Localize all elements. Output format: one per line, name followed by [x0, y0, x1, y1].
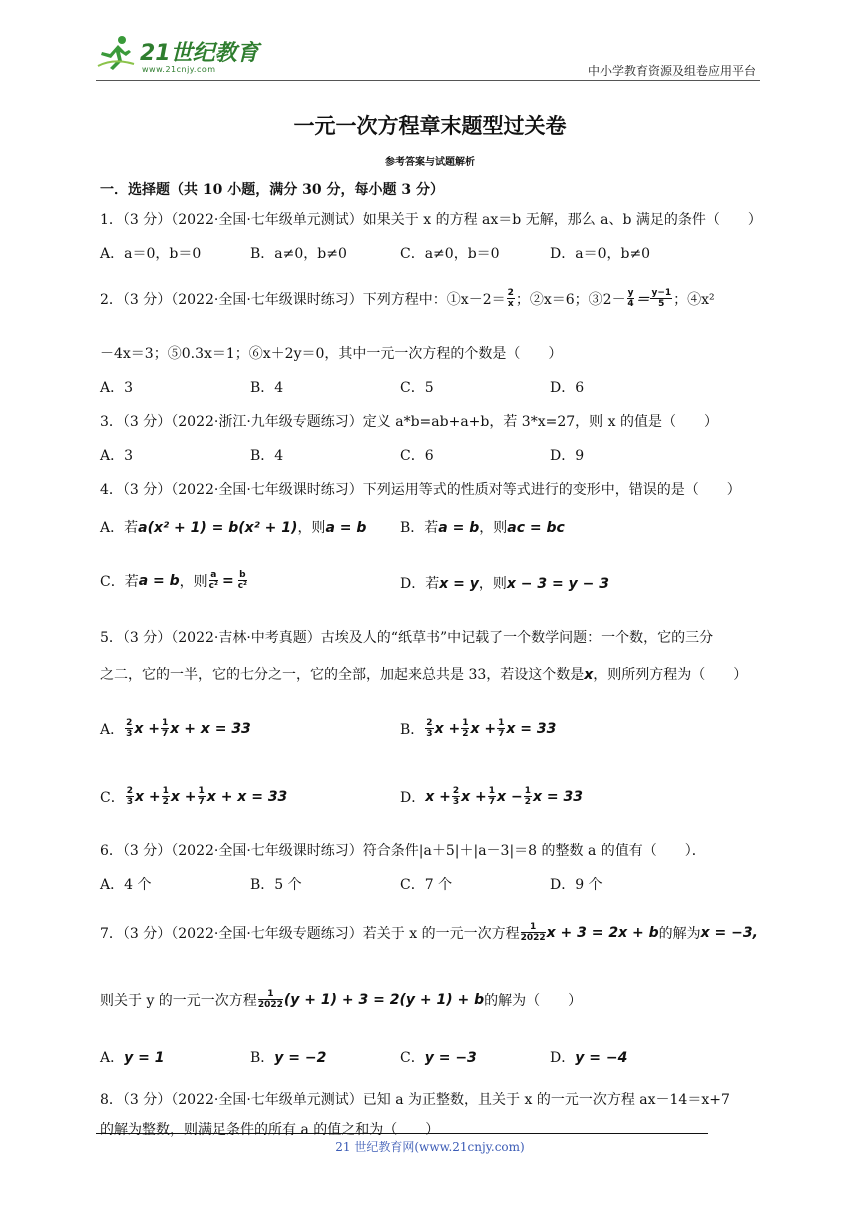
q2-stem-b: ；②x＝6；③2－ [515, 291, 626, 308]
q2-line2: －4x＝3；⑤0.3x＝1；⑥x＋2y＝0，其中一元一次方程的个数是（ ） [100, 346, 563, 362]
q2-frac1 [507, 288, 515, 309]
q6-option-b: B．5 个 [250, 877, 302, 893]
q4-c-pre: C．若 [100, 573, 139, 590]
q6-stem: 6．（3 分）（2022·全国·七年级课时练习）符合条件|a＋5|＋|a－3|＝8 的整数 a 的值有（ ）． [100, 843, 706, 859]
q5-b-term1: x + [434, 720, 461, 737]
q5-d-frac2-den: 7 [488, 797, 496, 807]
q7-b-label: B． [250, 1050, 275, 1066]
q2-frac3-num: y−1 [651, 288, 672, 298]
q7-frac1 [521, 922, 546, 943]
q5-d-term0: x + [425, 788, 451, 805]
q4-option-d [400, 573, 609, 593]
q2-frac3 [650, 288, 672, 309]
q4-option-b [400, 517, 565, 537]
q4-b-math2: ac = bc [507, 520, 565, 536]
platform-name: 中小学教育资源及组卷应用平台 [587, 64, 756, 78]
q4-c-frac2-den: c² [237, 581, 247, 591]
q3-option-d: D．9 [550, 448, 585, 464]
q3-stem: 3．（3 分）（2022·浙江·九年级专题练习）定义 a*b=ab+a+b，若 3*x=27，则 x 的值是（ ） [100, 414, 718, 430]
q5-d-frac2-num: 1 [488, 786, 496, 796]
q5-a-frac1-den: 3 [126, 729, 133, 739]
q5-a-frac2 [161, 718, 169, 739]
q5-c-term1: x + [134, 788, 161, 805]
q5-b-label: B． [400, 721, 425, 738]
q2-option-c: C．5 [400, 380, 434, 396]
q5-b-term2: x + [470, 720, 497, 737]
q7-frac1-den: 2022 [520, 933, 546, 943]
q5-option-a [100, 718, 251, 739]
footer-text: 21 世纪教育网(www.21cnjy.com) [335, 1140, 525, 1154]
q2-option-d: D．6 [550, 380, 585, 396]
q4-d-mid: ，则 [478, 576, 507, 592]
q5-line2 [100, 664, 747, 684]
q1-option-a: A．a＝0，b＝0 [100, 246, 202, 262]
q5-option-c [100, 786, 287, 807]
q5-d-frac1 [452, 786, 460, 807]
q5-b-frac3-den: 7 [498, 729, 505, 739]
q5-a-frac2-num: 1 [162, 718, 169, 728]
q5-c-frac1-num: 2 [126, 786, 133, 796]
q5-b-frac3-num: 1 [498, 718, 505, 728]
q5-c-frac2 [162, 786, 170, 807]
q5-a-term1: x + [134, 720, 161, 737]
q1-option-b: B．a≠0，b≠0 [250, 246, 347, 262]
q5-d-frac1-num: 2 [452, 786, 460, 796]
q7-option-b [250, 1047, 326, 1067]
q4-c-mid: ，则 [179, 573, 208, 590]
q1-option-d: D．a＝0，b≠0 [550, 246, 651, 262]
q4-c-frac1 [209, 570, 218, 591]
q4-a-math2: a = b [325, 520, 367, 536]
q4-option-c [100, 570, 248, 591]
q7-line1-math: x + 3 = 2x + b [546, 924, 659, 941]
q2-line1 [100, 288, 715, 309]
q8-line1: 8．（3 分）（2022·全国·七年级单元测试）已知 a 为正整数，且关于 x 的一元一次方程 ax－14＝x+7 [100, 1092, 730, 1108]
q4-option-a [100, 517, 366, 537]
q5-d-frac3-den: 2 [524, 797, 531, 807]
q2-frac1-den: x [507, 299, 514, 309]
q7-line2-b: 的解为（ ） [484, 992, 583, 1009]
q6-option-c: C．7 个 [400, 877, 453, 893]
q5-a-frac1 [125, 718, 133, 739]
q2-stem-a: 2．（3 分）（2022·全国·七年级课时练习）下列方程中：①x－2＝ [100, 291, 506, 308]
q5-c-frac3 [198, 786, 206, 807]
q4-c-frac2-num: b [239, 570, 246, 580]
q2-option-b: B．4 [250, 380, 284, 396]
q4-d-pre: D．若 [400, 576, 440, 592]
q4-d-math2: x − 3 = y − 3 [506, 576, 609, 592]
q5-b-frac2-den: 2 [462, 729, 469, 739]
q5-d-frac3 [524, 786, 532, 807]
q5-b-frac1-den: 3 [426, 729, 433, 739]
q5-b-frac3 [497, 718, 505, 739]
q4-d-math1: x = y [439, 576, 479, 592]
q5-a-frac2-den: 7 [162, 729, 169, 739]
q5-c-frac1 [126, 786, 134, 807]
q7-option-c [400, 1047, 477, 1067]
q7-c-math: y = −3 [424, 1050, 477, 1066]
q5-line2-b: ，则所列方程为（ ） [593, 667, 748, 683]
q5-option-b [400, 718, 556, 739]
q7-line1-math2: x = −3, [700, 924, 758, 941]
q4-c-math1: a = b [138, 572, 180, 589]
q5-option-d [400, 786, 583, 807]
q7-a-label: A． [100, 1050, 125, 1066]
q5-line2-a: 之二，它的一半，它的七分之一，它的全部，加起来总共是 33，若设这个数是 [100, 667, 585, 683]
q2-eq: ＝ [635, 291, 650, 308]
q5-c-rest: x + x = 33 [206, 788, 288, 805]
q7-frac2-num: 1 [258, 989, 283, 1000]
q5-c-frac2-num: 1 [162, 786, 169, 796]
q7-line2-math: (y + 1) + 3 = 2(y + 1) + b [283, 991, 485, 1008]
q7-a-math: y = 1 [124, 1050, 165, 1066]
footer-divider [96, 1133, 708, 1134]
q7-line2-a: 则关于 y 的一元一次方程 [100, 992, 257, 1009]
q7-option-a [100, 1047, 164, 1067]
q7-d-math: y = −4 [575, 1050, 628, 1066]
q5-a-label: A． [100, 721, 125, 738]
q5-c-frac3-num: 1 [198, 786, 205, 796]
q4-b-mid: ，则 [479, 520, 508, 536]
q1-stem: 1．（3 分）（2022·全国·七年级单元测试）如果关于 x 的方程 ax＝b 无解，那么 a、b 满足的条件（ ） [100, 212, 762, 228]
q7-line2 [100, 989, 582, 1010]
q2-frac2-num: y [627, 288, 634, 298]
logo [96, 34, 259, 78]
q7-frac1-num: 1 [521, 922, 546, 933]
header-divider [96, 80, 760, 81]
q2-frac1-num: 2 [507, 288, 514, 298]
q5-c-frac2-den: 2 [162, 797, 169, 807]
page-subtitle: 参考答案与试题解析 [385, 157, 475, 168]
q4-c-eq: = [221, 572, 234, 589]
q5-d-frac1-den: 3 [452, 797, 460, 807]
q5-b-frac2 [461, 718, 469, 739]
q6-option-a: A．4 个 [100, 877, 152, 893]
q2-option-a: A．3 [100, 380, 134, 396]
q5-b-frac2-num: 1 [462, 718, 469, 728]
q5-line1: 5．（3 分）（2022·吉林·中考真题）古埃及人的“纸草书”中记载了一个数学问题：一个数，它的三分 [100, 630, 714, 646]
q5-c-frac1-den: 3 [126, 797, 133, 807]
runner-logo-icon [96, 34, 136, 74]
q4-b-pre: B．若 [400, 520, 439, 536]
q5-line2-var: x [584, 667, 594, 683]
q2-frac2-den: 4 [627, 299, 634, 309]
q4-a-math1: a(x² + 1) = b(x² + 1) [138, 520, 298, 536]
q6-option-d: D．9 个 [550, 877, 603, 893]
q2-frac2 [627, 288, 635, 309]
q4-c-frac1-den: c² [208, 581, 218, 591]
q7-option-d [550, 1047, 627, 1067]
q7-line1 [100, 922, 758, 943]
q5-b-rest: x = 33 [506, 720, 557, 737]
q3-option-a: A．3 [100, 448, 134, 464]
q4-stem: 4．（3 分）（2022·全国·七年级课时练习）下列运用等式的性质对等式进行的变形中，错误的是（ ） [100, 482, 741, 498]
q5-a-frac1-num: 2 [126, 718, 133, 728]
logo-url: www.21cnjy.com [142, 65, 216, 74]
logo-text: 21世纪教育 [140, 41, 259, 66]
q7-frac2-den: 2022 [257, 1000, 283, 1010]
q7-c-label: C． [400, 1050, 425, 1066]
q4-c-frac1-num: a [210, 570, 217, 580]
q5-d-frac2 [488, 786, 496, 807]
q5-c-term2: x + [170, 788, 197, 805]
q5-d-term1: x + [461, 788, 487, 805]
q5-c-label: C． [100, 789, 125, 806]
q5-d-term2: x − [497, 788, 523, 805]
q7-b-math: y = −2 [274, 1050, 327, 1066]
q4-b-math1: a = b [438, 520, 480, 536]
q5-b-frac1 [425, 718, 433, 739]
q3-option-b: B．4 [250, 448, 284, 464]
q8-line2: 的解为整数，则满足条件的所有 a 的值之和为（ ） [100, 1122, 440, 1138]
q3-option-c: C．6 [400, 448, 434, 464]
q1-option-c: C．a≠0，b＝0 [400, 246, 500, 262]
q2-stem-c: ；④x² [673, 291, 715, 308]
q2-frac3-den: 5 [658, 299, 665, 309]
q5-d-label: D． [400, 789, 426, 806]
q7-line1-a: 7．（3 分）（2022·全国·七年级专题练习）若关于 x 的一元一次方程 [100, 925, 520, 942]
q5-d-frac3-num: 1 [524, 786, 531, 796]
q7-d-label: D． [550, 1050, 576, 1066]
page-title: 一元一次方程章末题型过关卷 [293, 114, 567, 138]
q4-a-pre: A．若 [100, 520, 139, 536]
q7-line1-b: 的解为 [658, 925, 701, 942]
q4-a-mid: ，则 [297, 520, 326, 536]
q5-c-frac3-den: 7 [198, 797, 205, 807]
q5-b-frac1-num: 2 [426, 718, 433, 728]
q5-d-rest: x = 33 [532, 788, 583, 805]
section-heading: 一．选择题（共 10 小题，满分 30 分，每小题 3 分） [100, 182, 444, 198]
q4-c-frac2 [238, 570, 247, 591]
q5-a-rest: x + x = 33 [170, 720, 251, 737]
q7-frac2 [258, 989, 283, 1010]
